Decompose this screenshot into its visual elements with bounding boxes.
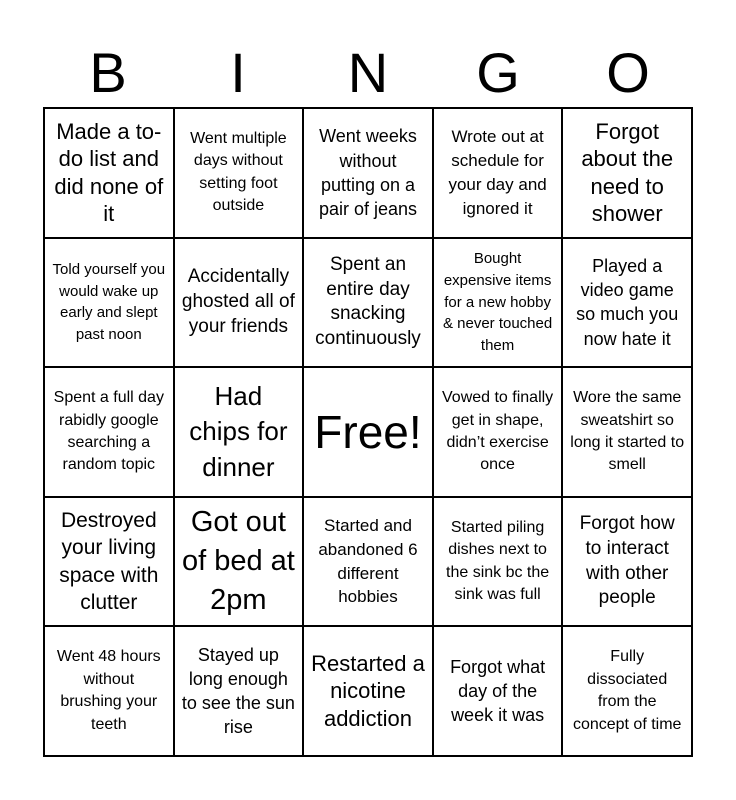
bingo-cell-3-5: Wore the same sweatshirt so long it started to smell — [562, 367, 692, 497]
bingo-cell-5-2: Stayed up long enough to see the sun rise — [174, 626, 304, 756]
bingo-header — [43, 38, 693, 108]
bingo-cell-1-4: Wrote out at schedule for your day and ignored it — [433, 108, 563, 238]
bingo-cell-5-4: Forgot what day of the week it was — [433, 626, 563, 756]
bingo-cell-2-1: Told yourself you would wake up early and slept past noon — [44, 238, 174, 368]
bingo-cell-4-3: Started and abandoned 6 different hobbies — [303, 497, 433, 627]
bingo-cell-4-5: Forgot how to interact with other people — [562, 497, 692, 627]
bingo-cell-5-3: Restarted a nicotine addiction — [303, 626, 433, 756]
header-letter-g: G — [476, 41, 520, 104]
bingo-cell-5-1: Went 48 hours without brushing your teeth — [44, 626, 174, 756]
bingo-cell-5-5: Fully dissociated from the concept of time — [562, 626, 692, 756]
bingo-cell-4-1: Destroyed your living space with clutter — [44, 497, 174, 627]
bingo-cell-2-3: Spent an entire day snacking continuously — [303, 238, 433, 368]
bingo-cell-2-2: Accidentally ghosted all of your friends — [174, 238, 304, 368]
bingo-cell-1-5: Forgot about the need to shower — [562, 108, 692, 238]
bingo-cell-4-2: Got out of bed at 2pm — [174, 497, 304, 627]
free-space: Free! — [303, 367, 433, 497]
bingo-cell-2-4: Bought expensive items for a new hobby & never touched them — [433, 238, 563, 368]
bingo-cell-1-1: Made a to-do list and did none of it — [44, 108, 174, 238]
bingo-cell-1-3: Went weeks without putting on a pair of jeans — [303, 108, 433, 238]
header-letter-i: I — [230, 41, 246, 104]
bingo-cell-2-5: Played a video game so much you now hate it — [562, 238, 692, 368]
bingo-cell-3-1: Spent a full day rabidly google searching a random topic — [44, 367, 174, 497]
header-letter-b: B — [89, 41, 127, 104]
bingo-cell-4-4: Started piling dishes next to the sink bc the sink was full — [433, 497, 563, 627]
bingo-cell-3-2: Had chips for dinner — [174, 367, 304, 497]
header-letter-o: O — [606, 41, 650, 104]
bingo-grid — [43, 107, 693, 757]
bingo-cell-1-2: Went multiple days without setting foot outside — [174, 108, 304, 238]
bingo-cell-3-4: Vowed to finally get in shape, didn’t exercise once — [433, 367, 563, 497]
header-letter-n: N — [347, 41, 389, 104]
